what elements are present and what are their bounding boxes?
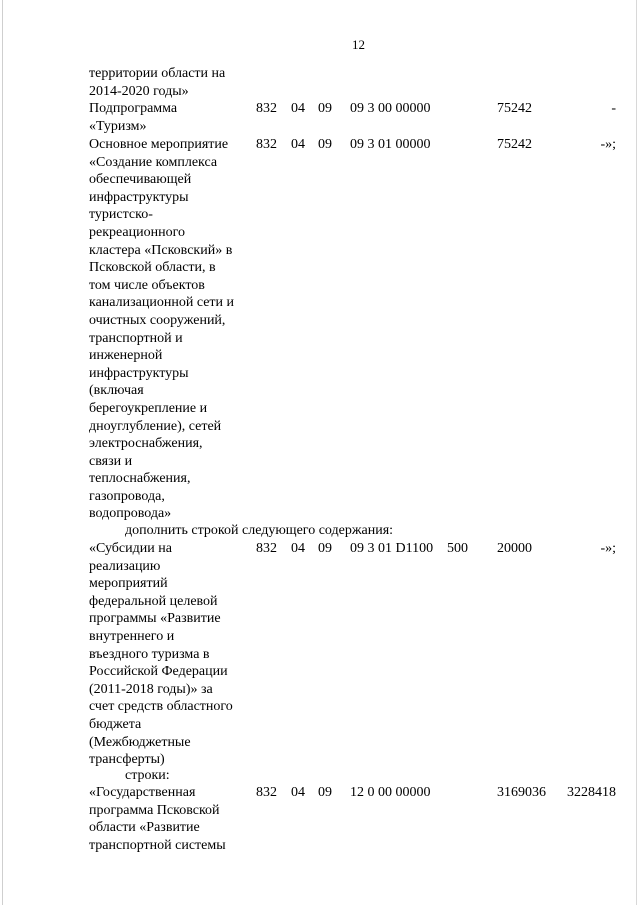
sum-2019: 3169036 [497,785,546,800]
target-article: 12 0 00 00000 [350,785,431,800]
admin-code: 832 [256,101,277,116]
section-code: 04 [291,101,305,116]
section-code: 04 [291,541,305,556]
row-name: территории области на 2014-2020 годы» [89,66,226,99]
sum-2019: 75242 [497,101,532,116]
scan-edge-right [636,0,637,905]
sum-2020: -»; [600,541,616,556]
sum-2020: - [611,101,616,116]
target-article: 09 3 00 00000 [350,101,431,116]
instruction-rows: строки: [125,768,170,783]
row-name: «Субсидии на реализацию мероприятий федеральной целевой программы «Развитие внутреннего и въездного туризма в Российской Федерации (2011-2018 годы)» за счет средств областного бюджета (Межбюджетные трансферты) [89,541,233,768]
expense-type: 500 [447,541,468,556]
scan-edge-left [2,0,3,905]
target-article: 09 3 01 D1100 [350,541,434,556]
page-number: 12 [352,37,365,52]
sum-2020: -»; [600,137,616,152]
sum-2019: 20000 [497,541,532,556]
section-code: 04 [291,785,305,800]
subsection-code: 09 [318,541,332,556]
sum-2020: 3228418 [567,785,616,800]
subsection-code: 09 [318,785,332,800]
target-article: 09 3 01 00000 [350,137,431,152]
admin-code: 832 [256,137,277,152]
admin-code: 832 [256,785,277,800]
admin-code: 832 [256,541,277,556]
row-name: Основное мероприятие «Создание комплекса обеспечивающей инфраструктуры туристско- рекреационного кластера «Псковский» в Псковской области, в том числе объектов канализационной сети и очистных сооружений, транспортной и инженерной инфраструктуры (включая берегоукрепление и дноуглубление), сетей электроснабжения, связи и теплоснабжения, газопровода, водопровода» [89,137,235,522]
instruction-add-row: дополнить строкой следующего содержания: [125,523,394,538]
sum-2019: 75242 [497,137,532,152]
section-code: 04 [291,137,305,152]
row-name: Подпрограмма «Туризм» [89,101,178,134]
subsection-code: 09 [318,101,332,116]
subsection-code: 09 [318,137,332,152]
row-name: «Государственная программа Псковской области «Развитие транспортной системы [89,785,226,853]
